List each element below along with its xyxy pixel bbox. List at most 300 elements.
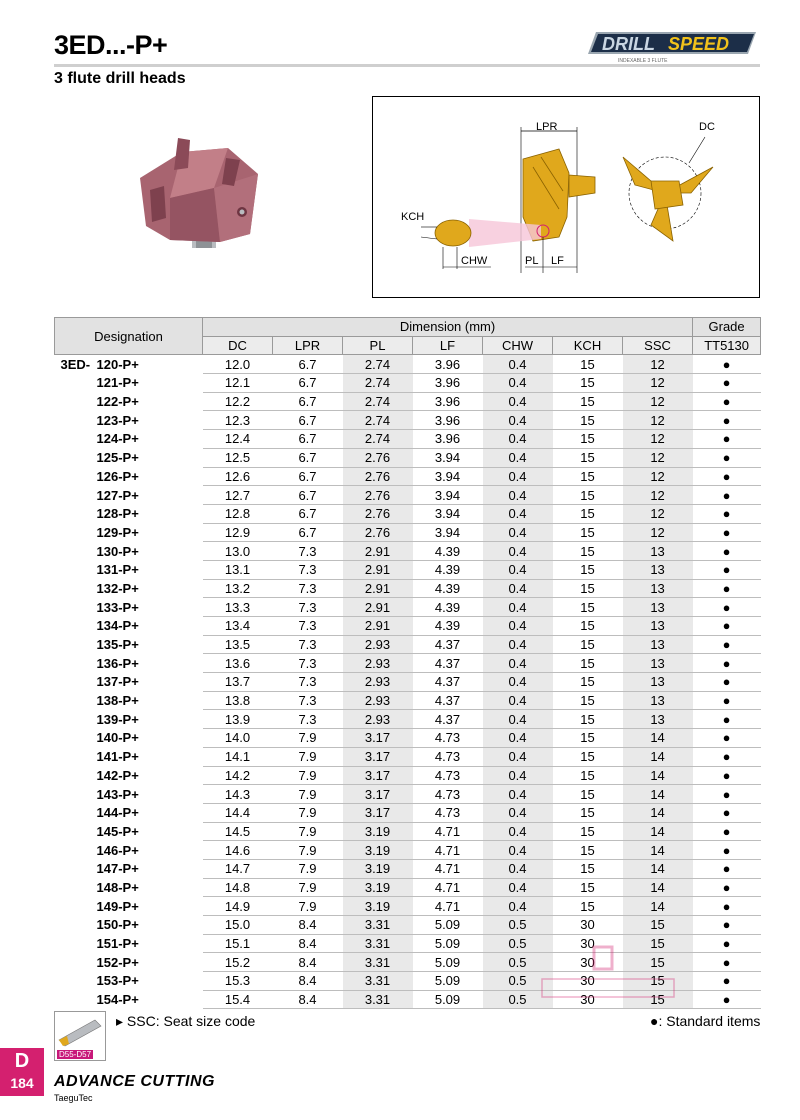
cell-pl: 3.17: [343, 747, 413, 766]
cell-ssc: 14: [623, 747, 693, 766]
designation-cell: [55, 411, 203, 430]
cell-chw: 0.4: [483, 617, 553, 636]
designation-code: 127-P+: [96, 487, 139, 503]
grade-dot: ●: [693, 953, 761, 972]
designation-code: 139-P+: [96, 711, 139, 727]
col-kch: KCH: [553, 336, 623, 355]
cell-dc: 14.5: [203, 822, 273, 841]
cell-dc: 13.7: [203, 673, 273, 692]
cell-lf: 5.09: [413, 990, 483, 1009]
cell-lpr: 7.3: [273, 598, 343, 617]
cell-pl: 2.91: [343, 579, 413, 598]
cell-pl: 3.31: [343, 972, 413, 991]
cell-dc: 15.4: [203, 990, 273, 1009]
cell-lf: 4.73: [413, 747, 483, 766]
series-prefix: 3ED-: [60, 356, 91, 372]
cell-pl: 3.17: [343, 766, 413, 785]
cell-ssc: 14: [623, 841, 693, 860]
page-title: 3ED...-P+: [54, 30, 168, 60]
grade-dot: ●: [693, 542, 761, 561]
cell-lf: 4.39: [413, 598, 483, 617]
cell-chw: 0.4: [483, 430, 553, 449]
designation-cell: [55, 392, 203, 411]
cell-kch: 15: [553, 411, 623, 430]
cell-pl: 2.93: [343, 654, 413, 673]
cell-lf: 4.39: [413, 579, 483, 598]
cell-lpr: 8.4: [273, 990, 343, 1009]
cell-lpr: 7.9: [273, 785, 343, 804]
cell-pl: 2.76: [343, 486, 413, 505]
drill-thumbnail-icon: [55, 1012, 105, 1052]
designation-cell: [55, 635, 203, 654]
designation-cell: [55, 374, 203, 393]
designation-code: 149-P+: [96, 898, 139, 914]
cell-ssc: 13: [623, 691, 693, 710]
grade-dot: ●: [693, 392, 761, 411]
table-row: [55, 635, 761, 654]
cell-lf: 4.73: [413, 803, 483, 822]
cell-lpr: 7.3: [273, 579, 343, 598]
grade-dot: ●: [693, 355, 761, 374]
grade-dot: ●: [693, 579, 761, 598]
cell-ssc: 12: [623, 392, 693, 411]
cell-kch: 15: [553, 579, 623, 598]
cell-ssc: 13: [623, 617, 693, 636]
cell-ssc: 12: [623, 448, 693, 467]
svg-text:SPEED: SPEED: [668, 34, 730, 54]
thumbnail-label: D55-D57: [59, 1050, 92, 1059]
watermark-stamp: [538, 945, 678, 1005]
table-row: [55, 617, 761, 636]
cell-dc: 13.6: [203, 654, 273, 673]
cell-kch: 15: [553, 523, 623, 542]
cell-lpr: 8.4: [273, 953, 343, 972]
grade-dot: ●: [693, 411, 761, 430]
designation-code: 129-P+: [96, 524, 139, 540]
designation-cell: [55, 822, 203, 841]
table-row: [55, 878, 761, 897]
table-row: [55, 598, 761, 617]
designation-code: 121-P+: [96, 375, 139, 391]
cell-lf: 3.94: [413, 486, 483, 505]
cell-lf: 3.96: [413, 411, 483, 430]
cell-lf: 4.73: [413, 729, 483, 748]
cell-lf: 4.71: [413, 897, 483, 916]
grade-dot: ●: [693, 486, 761, 505]
designation-cell: [55, 859, 203, 878]
cell-dc: 12.1: [203, 374, 273, 393]
cell-dc: 14.8: [203, 878, 273, 897]
designation-code: 135-P+: [96, 637, 139, 653]
cell-chw: 0.4: [483, 691, 553, 710]
cell-chw: 0.4: [483, 579, 553, 598]
cell-dc: 14.6: [203, 841, 273, 860]
designation-code: 122-P+: [96, 394, 139, 410]
cell-pl: 2.91: [343, 617, 413, 636]
table-row: [55, 486, 761, 505]
table-row: [55, 747, 761, 766]
cell-lpr: 6.7: [273, 486, 343, 505]
cell-kch: 15: [553, 654, 623, 673]
cell-ssc: 14: [623, 822, 693, 841]
label-chw: CHW: [461, 255, 488, 267]
cell-chw: 0.4: [483, 635, 553, 654]
cell-chw: 0.4: [483, 747, 553, 766]
designation-cell: [55, 710, 203, 729]
designation-cell: [55, 448, 203, 467]
designation-cell: [55, 504, 203, 523]
footer-brand: ADVANCE CUTTING: [54, 1073, 215, 1090]
cell-ssc: 14: [623, 766, 693, 785]
cell-ssc: 12: [623, 523, 693, 542]
spec-table-body: [55, 355, 761, 1009]
cell-lf: 4.39: [413, 560, 483, 579]
cell-kch: 30: [553, 934, 623, 953]
cell-lf: 5.09: [413, 934, 483, 953]
cell-ssc: 15: [623, 990, 693, 1009]
grade-dot: ●: [693, 374, 761, 393]
designation-cell: [55, 691, 203, 710]
cell-lpr: 6.7: [273, 374, 343, 393]
grade-dot: ●: [693, 897, 761, 916]
grade-dot: ●: [693, 523, 761, 542]
cell-chw: 0.4: [483, 523, 553, 542]
table-row: [55, 673, 761, 692]
cell-chw: 0.4: [483, 486, 553, 505]
title-rule: [54, 64, 760, 67]
cell-kch: 15: [553, 747, 623, 766]
designation-cell: [55, 729, 203, 748]
cell-lpr: 8.4: [273, 934, 343, 953]
cell-dc: 14.7: [203, 859, 273, 878]
cell-lf: 3.94: [413, 504, 483, 523]
cell-lpr: 7.3: [273, 635, 343, 654]
cell-chw: 0.4: [483, 766, 553, 785]
cell-dc: 13.4: [203, 617, 273, 636]
cell-dc: 13.3: [203, 598, 273, 617]
designation-code: 132-P+: [96, 580, 139, 596]
cell-chw: 0.4: [483, 355, 553, 374]
cell-pl: 3.19: [343, 822, 413, 841]
cell-pl: 2.76: [343, 467, 413, 486]
designation-code: 141-P+: [96, 749, 139, 765]
dimension-diagram: [372, 96, 760, 298]
designation-code: 133-P+: [96, 599, 139, 615]
cell-pl: 3.19: [343, 897, 413, 916]
cell-kch: 15: [553, 841, 623, 860]
cell-lpr: 6.7: [273, 411, 343, 430]
designation-cell: [55, 785, 203, 804]
cell-pl: 2.93: [343, 710, 413, 729]
grade-dot: ●: [693, 822, 761, 841]
col-dc: DC: [203, 336, 273, 355]
label-pl: PL: [525, 255, 539, 267]
cell-lf: 4.71: [413, 878, 483, 897]
cell-lf: 5.09: [413, 972, 483, 991]
cell-ssc: 12: [623, 504, 693, 523]
cell-dc: 12.0: [203, 355, 273, 374]
cell-pl: 3.31: [343, 990, 413, 1009]
designation-cell: [55, 673, 203, 692]
cell-kch: 30: [553, 972, 623, 991]
designation-code: 130-P+: [96, 543, 139, 559]
cell-lf: 4.39: [413, 617, 483, 636]
table-row: [55, 916, 761, 935]
cell-lf: 3.94: [413, 523, 483, 542]
designation-code: 126-P+: [96, 468, 139, 484]
table-row: [55, 766, 761, 785]
cell-ssc: 12: [623, 467, 693, 486]
table-row: [55, 355, 761, 374]
cell-lpr: 6.7: [273, 504, 343, 523]
cell-kch: 30: [553, 990, 623, 1009]
grade-dot: ●: [693, 934, 761, 953]
designation-cell: [55, 654, 203, 673]
cell-pl: 2.74: [343, 411, 413, 430]
cell-lpr: 7.9: [273, 841, 343, 860]
cell-pl: 3.31: [343, 934, 413, 953]
drillspeed-logo: [588, 28, 760, 64]
cell-lf: 4.71: [413, 859, 483, 878]
designation-code: 154-P+: [96, 992, 139, 1008]
grade-dot: ●: [693, 560, 761, 579]
cell-dc: 15.1: [203, 934, 273, 953]
label-lpr: LPR: [536, 121, 558, 133]
designation-cell: [55, 990, 203, 1009]
designation-cell: [55, 934, 203, 953]
cell-dc: 14.4: [203, 803, 273, 822]
cell-lpr: 7.9: [273, 766, 343, 785]
table-row: [55, 654, 761, 673]
cell-dc: 12.7: [203, 486, 273, 505]
col-lf: LF: [413, 336, 483, 355]
cell-lpr: 6.7: [273, 430, 343, 449]
cell-chw: 0.4: [483, 411, 553, 430]
cell-chw: 0.4: [483, 785, 553, 804]
page-number: 184: [10, 1075, 34, 1091]
cell-dc: 13.9: [203, 710, 273, 729]
standard-footnote: ●: Standard items: [650, 1013, 761, 1029]
cell-kch: 30: [553, 916, 623, 935]
table-row: [55, 560, 761, 579]
cell-lpr: 7.3: [273, 673, 343, 692]
grade-dot: ●: [693, 859, 761, 878]
cell-pl: 2.93: [343, 635, 413, 654]
grade-dot: ●: [693, 617, 761, 636]
designation-cell: [55, 355, 203, 374]
cell-lpr: 6.7: [273, 448, 343, 467]
table-row: [55, 579, 761, 598]
cell-dc: 12.5: [203, 448, 273, 467]
cell-lf: 3.96: [413, 355, 483, 374]
cell-ssc: 12: [623, 430, 693, 449]
cell-ssc: 12: [623, 355, 693, 374]
designation-code: 120-P+: [96, 356, 139, 372]
cell-lf: 4.37: [413, 654, 483, 673]
cell-chw: 0.4: [483, 803, 553, 822]
cell-pl: 3.19: [343, 859, 413, 878]
cell-ssc: 14: [623, 729, 693, 748]
cell-dc: 13.2: [203, 579, 273, 598]
cell-dc: 13.0: [203, 542, 273, 561]
cell-lf: 4.39: [413, 542, 483, 561]
designation-code: 142-P+: [96, 767, 139, 783]
grade-dot: ●: [693, 803, 761, 822]
cell-chw: 0.4: [483, 878, 553, 897]
cell-ssc: 13: [623, 579, 693, 598]
cell-chw: 0.5: [483, 953, 553, 972]
designation-cell: [55, 972, 203, 991]
table-row: [55, 467, 761, 486]
cell-pl: 2.91: [343, 542, 413, 561]
cell-lpr: 6.7: [273, 523, 343, 542]
cell-lf: 4.37: [413, 691, 483, 710]
cell-pl: 2.76: [343, 504, 413, 523]
cell-pl: 3.19: [343, 878, 413, 897]
grade-dot: ●: [693, 841, 761, 860]
designation-cell: [55, 953, 203, 972]
cell-kch: 15: [553, 878, 623, 897]
table-row: [55, 729, 761, 748]
cell-chw: 0.5: [483, 934, 553, 953]
grade-dot: ●: [693, 916, 761, 935]
designation-code: 147-P+: [96, 861, 139, 877]
designation-code: 134-P+: [96, 618, 139, 634]
cell-dc: 15.0: [203, 916, 273, 935]
cell-lpr: 7.3: [273, 542, 343, 561]
spec-table: [54, 317, 761, 1009]
cell-kch: 15: [553, 766, 623, 785]
cell-pl: 2.91: [343, 598, 413, 617]
col-ssc: SSC: [623, 336, 693, 355]
cell-pl: 3.31: [343, 953, 413, 972]
grade-dot: ●: [693, 747, 761, 766]
cell-kch: 15: [553, 729, 623, 748]
cell-chw: 0.4: [483, 467, 553, 486]
cell-kch: 15: [553, 617, 623, 636]
grade-dot: ●: [693, 654, 761, 673]
designation-code: 151-P+: [96, 936, 139, 952]
table-row: [55, 841, 761, 860]
grade-dot: ●: [693, 766, 761, 785]
designation-code: 123-P+: [96, 412, 139, 428]
designation-cell: [55, 430, 203, 449]
grade-dot: ●: [693, 878, 761, 897]
cell-lf: 3.96: [413, 430, 483, 449]
table-row: [55, 430, 761, 449]
grade-header: Grade: [693, 318, 761, 337]
cell-lpr: 7.9: [273, 747, 343, 766]
cell-kch: 15: [553, 822, 623, 841]
cell-chw: 0.4: [483, 542, 553, 561]
cell-ssc: 13: [623, 560, 693, 579]
designation-cell: [55, 897, 203, 916]
designation-cell: [55, 747, 203, 766]
table-row: [55, 859, 761, 878]
cell-chw: 0.4: [483, 822, 553, 841]
cell-kch: 15: [553, 430, 623, 449]
designation-code: 136-P+: [96, 655, 139, 671]
cell-kch: 15: [553, 392, 623, 411]
cell-chw: 0.4: [483, 374, 553, 393]
cell-lf: 4.71: [413, 841, 483, 860]
cell-ssc: 12: [623, 486, 693, 505]
cell-kch: 15: [553, 504, 623, 523]
cell-lpr: 7.3: [273, 617, 343, 636]
section-letter: D: [14, 1050, 30, 1072]
designation-code: 128-P+: [96, 506, 139, 522]
cell-pl: 2.74: [343, 374, 413, 393]
cell-chw: 0.4: [483, 448, 553, 467]
table-row: [55, 374, 761, 393]
label-dc: DC: [699, 121, 715, 133]
designation-cell: [55, 486, 203, 505]
designation-cell: [55, 841, 203, 860]
dimension-header: Dimension (mm): [203, 318, 693, 337]
label-lf: LF: [551, 255, 564, 267]
cell-kch: 15: [553, 673, 623, 692]
cell-ssc: 14: [623, 803, 693, 822]
table-row: [55, 542, 761, 561]
designation-code: 131-P+: [96, 562, 139, 578]
cell-kch: 15: [553, 374, 623, 393]
designation-cell: [55, 598, 203, 617]
designation-header: Designation: [55, 318, 203, 355]
cell-chw: 0.4: [483, 710, 553, 729]
cell-chw: 0.4: [483, 841, 553, 860]
cell-lf: 3.94: [413, 467, 483, 486]
cell-lpr: 7.3: [273, 654, 343, 673]
table-row: [55, 392, 761, 411]
cell-chw: 0.4: [483, 673, 553, 692]
cell-dc: 12.6: [203, 467, 273, 486]
designation-code: 150-P+: [96, 917, 139, 933]
cell-pl: 2.91: [343, 560, 413, 579]
cell-ssc: 12: [623, 411, 693, 430]
cell-lf: 4.37: [413, 635, 483, 654]
table-row: [55, 803, 761, 822]
grade-dot: ●: [693, 467, 761, 486]
grade-dot: ●: [693, 785, 761, 804]
cell-chw: 0.4: [483, 504, 553, 523]
cell-lf: 3.96: [413, 374, 483, 393]
table-row: [55, 897, 761, 916]
cell-ssc: 14: [623, 785, 693, 804]
cell-pl: 3.31: [343, 916, 413, 935]
cell-dc: 12.9: [203, 523, 273, 542]
cell-chw: 0.4: [483, 560, 553, 579]
designation-cell: [55, 878, 203, 897]
cell-pl: 2.93: [343, 673, 413, 692]
cell-lpr: 7.9: [273, 729, 343, 748]
designation-code: 137-P+: [96, 674, 139, 690]
cell-dc: 14.1: [203, 747, 273, 766]
footer-company: TaeguTec: [54, 1093, 93, 1103]
cell-lpr: 7.9: [273, 878, 343, 897]
cell-kch: 15: [553, 691, 623, 710]
cell-ssc: 13: [623, 598, 693, 617]
cell-chw: 0.4: [483, 729, 553, 748]
designation-cell: [55, 542, 203, 561]
grade-dot: ●: [693, 972, 761, 991]
cell-dc: 14.3: [203, 785, 273, 804]
grade-dot: ●: [693, 990, 761, 1009]
cell-lf: 4.73: [413, 766, 483, 785]
designation-cell: [55, 579, 203, 598]
col-lpr: LPR: [273, 336, 343, 355]
cell-ssc: 13: [623, 654, 693, 673]
section-tab: [0, 1048, 44, 1096]
